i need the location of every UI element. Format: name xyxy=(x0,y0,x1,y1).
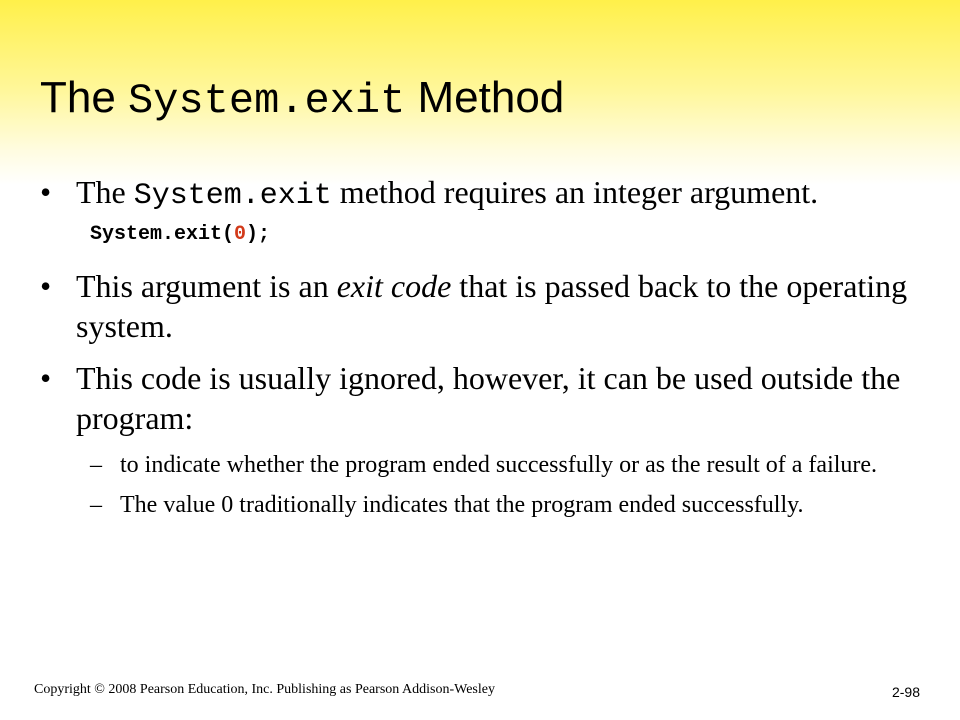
sub-bullet-1-text: to indicate whether the program ended successfully or as the result of a failure. xyxy=(120,452,878,478)
copyright-footer: Copyright © 2008 Pearson Education, Inc. Publishing as Pearson Addison-Wesley xyxy=(34,682,495,697)
bullet-2-emphasis: exit code xyxy=(336,268,452,304)
sub-bullet-2 xyxy=(40,490,920,520)
bullet-marker: • xyxy=(40,174,52,210)
bullet-marker: • xyxy=(40,360,52,396)
bullet-1-text-before: The xyxy=(76,174,134,210)
sub-bullet-marker: – xyxy=(90,492,102,518)
bullet-1 xyxy=(40,172,920,216)
bullet-3 xyxy=(40,358,920,438)
title-code: System.exit xyxy=(128,77,406,125)
title-text-after: Method xyxy=(405,73,565,122)
sub-bullet-1 xyxy=(40,450,920,480)
code-example-after: ); xyxy=(246,223,271,246)
slide-body xyxy=(40,172,920,530)
code-example xyxy=(40,222,920,248)
code-example-before: System.exit( xyxy=(90,223,235,246)
bullet-1-text-after: method requires an integer argument. xyxy=(331,174,819,210)
slide-title xyxy=(40,74,564,124)
code-example-highlight: 0 xyxy=(234,223,247,246)
bullet-1-code: System.exit xyxy=(133,179,332,213)
bullet-3-text: This code is usually ignored, however, it can be used outside the program: xyxy=(76,360,901,436)
bullet-2 xyxy=(40,266,920,346)
sub-bullet-marker: – xyxy=(90,452,102,478)
page-number: 2-98 xyxy=(891,684,920,700)
title-text-before: The xyxy=(40,73,129,122)
sub-bullet-2-text: The value 0 traditionally indicates that the program ended successfully. xyxy=(120,492,804,518)
bullet-marker: • xyxy=(40,268,52,304)
bullet-2-text-before: This argument is an xyxy=(76,268,337,304)
bullet-2-text-after: that is passed back to the operating system. xyxy=(76,268,908,344)
